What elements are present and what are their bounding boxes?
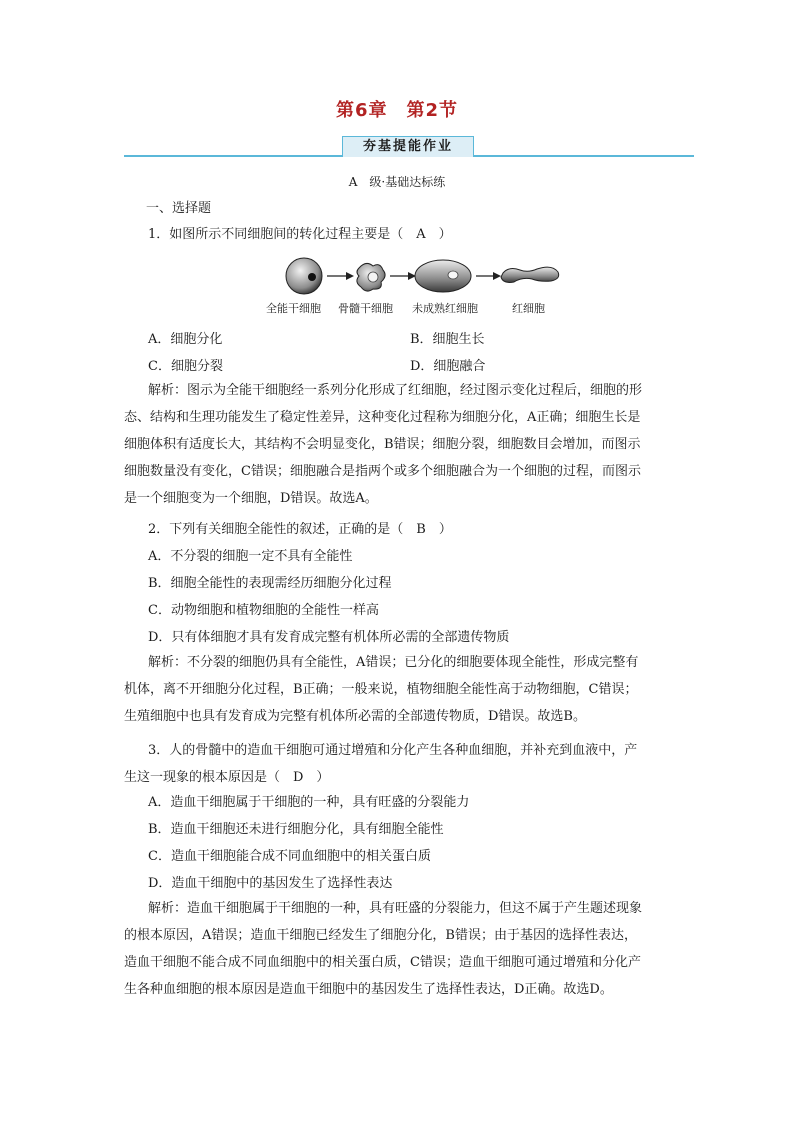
q1-option-b: B．细胞生长 (410, 332, 485, 347)
question-2-stem: 2．下列有关细胞全能性的叙述，正确的是（ B ） (148, 522, 452, 537)
figure-label-rbc: 红细胞 (512, 302, 545, 315)
immature-red-blood-cell (415, 260, 471, 292)
level-heading: A 级·基础达标练 (348, 175, 446, 189)
arrow-3-head (493, 272, 501, 280)
figure-label-totipotent: 全能干细胞 (266, 302, 321, 315)
q3-option-c: C．造血干细胞能合成不同血细胞中的相关蛋白质 (148, 849, 431, 864)
q3-stem-line: 3．人的骨髓中的造血干细胞可通过增殖和分化产生各种血细胞，并补充到血液中，产 (148, 743, 638, 758)
q1-analysis-line: 细胞数量没有变化，C错误；细胞融合是指两个或多个细胞融合为一个细胞的过程，而图示 (124, 464, 641, 479)
q3-analysis-line: 的根本原因，A错误；造血干细胞已经发生了细胞分化，B错误；由于基因的选择性表达， (124, 928, 637, 943)
stem-cell-nucleus (308, 273, 316, 281)
q3-option-b: B．造血干细胞还未进行细胞分化，具有细胞全能性 (148, 822, 444, 837)
q1-analysis-line: 态、结构和生理功能发生了稳定性差异，这种变化过程称为细胞分化，A正确；细胞生长是 (124, 410, 641, 425)
q3-analysis (124, 895, 684, 1003)
q2-analysis-line: 解析：不分裂的细胞仍具有全能性，A错误；已分化的细胞要体现全能性，形成完整有 (148, 655, 639, 670)
q3-analysis-line: 解析：造血干细胞属于干细胞的一种，具有旺盛的分裂能力，但这不属于产生题述现象 (148, 901, 643, 916)
figure-label-immature: 未成熟红细胞 (412, 302, 478, 315)
q3-option-d: D．造血干细胞中的基因发生了选择性表达 (148, 876, 393, 891)
q3-option-a: A．造血干细胞属于干细胞的一种，具有旺盛的分裂能力 (148, 795, 470, 810)
q2-option-b: B．细胞全能性的表现需经历细胞分化过程 (148, 576, 392, 591)
q2-option-a: A．不分裂的细胞一定不具有全能性 (148, 549, 353, 564)
marrow-cell-nucleus (368, 272, 378, 282)
q2-option-d: D．只有体细胞才具有发育成完整有机体所必需的全部遗传物质 (148, 630, 510, 645)
q1-analysis-line: 细胞体积有适度长大，其结构不会明显变化，B错误；细胞分裂，细胞数目会增加，而图示 (124, 437, 641, 452)
q1-analysis (124, 377, 684, 512)
q1-analysis-line: 解析：图示为全能干细胞经一系列分化形成了红细胞，经过图示变化过程后，细胞的形 (148, 383, 643, 398)
q1-option-c: C．细胞分裂 (148, 359, 223, 374)
immature-cell-nucleus (448, 271, 458, 279)
cell-differentiation-figure (262, 254, 572, 316)
page-title: 第6章 第2节 (335, 100, 459, 121)
question-3-stem (124, 737, 684, 791)
q3-analysis-line: 生各种血细胞的根本原因是造血干细胞中的基因发生了选择性表达，D正确。故选D。 (124, 982, 613, 997)
section-heading: 一、选择题 (146, 201, 212, 216)
q1-option-a: A．细胞分化 (148, 332, 223, 347)
q2-analysis-line: 生殖细胞中也具有发育成为完整有机体所必需的全部遗传物质，D错误。故选B。 (124, 709, 586, 724)
question-1-stem: 1．如图所示不同细胞间的转化过程主要是（ A ） (148, 227, 452, 242)
red-blood-cell (501, 267, 559, 282)
q2-option-c: C．动物细胞和植物细胞的全能性一样高 (148, 603, 379, 618)
totipotent-stem-cell (286, 258, 322, 294)
q1-analysis-line: 是一个细胞变为一个细胞，D错误。故选A。 (124, 491, 378, 506)
arrow-1-head (346, 272, 354, 280)
q3-analysis-line: 造血干细胞不能合成不同血细胞中的相关蛋白质，C错误；造血干细胞可通过增殖和分化产 (124, 955, 641, 970)
figure-label-marrow: 骨髓干细胞 (338, 302, 393, 315)
q3-stem-line: 生这一现象的根本原因是（ D ） (124, 770, 330, 785)
q2-analysis-line: 机体，离不开细胞分化过程，B正确；一般来说，植物细胞全能性高于动物细胞，C错误； (124, 682, 638, 697)
q2-analysis (124, 649, 684, 730)
q1-option-d: D．细胞融合 (410, 359, 486, 374)
section-banner: 夯基提能作业 (342, 136, 474, 157)
